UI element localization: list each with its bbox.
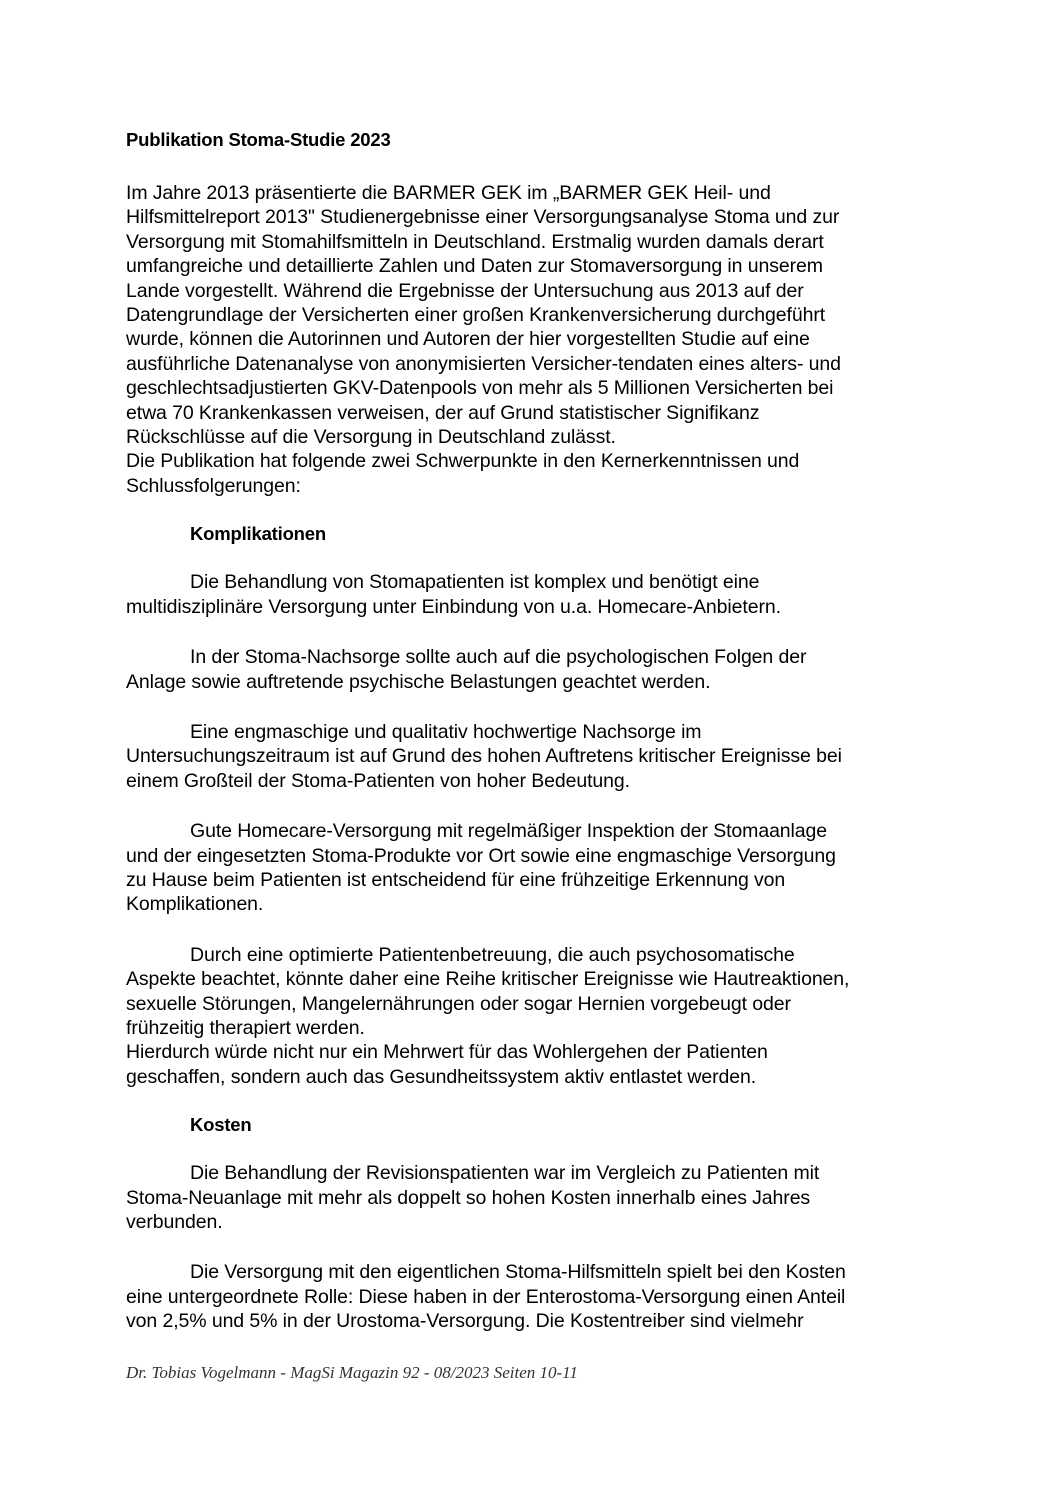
text-line: Gute Homecare-Versorgung mit regelmäßiger Inspektion der Stomaanlage [190,820,828,843]
text-line: multidisziplinäre Versorgung unter Einbindung von u.a. Homecare-Anbietern. [126,595,781,618]
section-heading-komplikationen: Komplikationen [190,523,326,545]
text-line: Stoma-Neuanlage mit mehr als doppelt so hohen Kosten innerhalb eines Jahres [126,1186,811,1209]
text-line: geschlechtsadjustierten GKV-Datenpools von mehr als 5 Millionen Versicherten bei [126,377,834,400]
text-line: Rückschlüsse auf die Versorgung in Deutschland zulässt. [126,426,616,449]
text-line: Datengrundlage der Versicherten einer großen Krankenversicherung durchgeführt [126,304,826,327]
text-line: frühzeitig therapiert werden. [126,1016,365,1039]
text-line: Durch eine optimierte Patientenbetreuung, die auch psychosomatische [190,943,795,966]
complications-paragraph-3 [126,720,926,793]
text-line: wurde, können die Autorinnen und Autoren der hier vorgestellten Studie auf eine [126,328,810,351]
text-line: eine untergeordnete Rolle: Diese haben in der Enterostoma-Versorgung einen Anteil [126,1285,846,1308]
complications-paragraph-1 [126,570,926,619]
text-line: und der eingesetzten Stoma-Produkte vor Ort sowie eine engmaschige Versorgung [126,844,836,867]
text-line: Versorgung mit Stomahilfsmitteln in Deutschland. Erstmalig wurden damals derart [126,230,824,253]
text-line: Anlage sowie auftretende psychische Belastungen geachtet werden. [126,670,711,693]
text-line: Untersuchungszeitraum ist auf Grund des hohen Auftretens kritischer Ereignisse bei [126,745,842,768]
complications-paragraph-4 [126,819,926,917]
intro-paragraph [126,181,926,498]
costs-paragraph-1 [126,1161,926,1234]
text-line: etwa 70 Krankenkassen verweisen, der auf Grund statistischer Signifikanz [126,401,760,424]
section-heading-kosten: Kosten [190,1114,252,1136]
text-line: Die Behandlung der Revisionspatienten war im Vergleich zu Patienten mit [190,1162,820,1185]
complications-paragraph-2 [126,645,926,694]
complications-paragraph-5 [126,943,926,1089]
page-footer: Dr. Tobias Vogelmann - MagSi Magazin 92 - 08/2023 Seiten 10-11 [126,1363,578,1382]
text-line: Die Publikation hat folgende zwei Schwerpunkte in den Kernerkenntnissen und [126,450,800,473]
document-body [126,128,926,1334]
text-line: zu Hause beim Patienten ist entscheidend für eine frühzeitige Erkennung von [126,868,786,891]
text-line: ausführliche Datenanalyse von anonymisierten Versicher-tendaten eines alters- und [126,352,841,375]
text-line: In der Stoma-Nachsorge sollte auch auf die psychologischen Folgen der [190,646,807,669]
text-line: Hilfsmittelreport 2013" Studienergebnisse einer Versorgungsanalyse Stoma und zur [126,206,840,229]
text-line: einem Großteil der Stoma-Patienten von hoher Bedeutung. [126,769,630,792]
text-line: Hierdurch würde nicht nur ein Mehrwert für das Wohlergehen der Patienten [126,1041,768,1064]
text-line: Eine engmaschige und qualitativ hochwertige Nachsorge im [190,720,702,743]
text-line: verbunden. [126,1211,223,1233]
costs-paragraph-2 [126,1260,926,1333]
text-line: Lande vorgestellt. Während die Ergebnisse der Untersuchung aus 2013 auf der [126,279,804,302]
text-line: Die Behandlung von Stomapatienten ist komplex und benötigt eine [190,571,760,594]
text-line: von 2,5% und 5% in der Urostoma-Versorgung. Die Kostentreiber sind vielmehr [126,1310,804,1333]
text-line: Im Jahre 2013 präsentierte die BARMER GEK im „BARMER GEK Heil- und [126,182,771,204]
text-line: Schlussfolgerungen: [126,474,301,497]
text-line: Aspekte beachtet, könnte daher eine Reihe kritischer Ereignisse wie Hautreaktionen, [126,968,850,991]
text-line: geschaffen, sondern auch das Gesundheitssystem aktiv entlastet werden. [126,1065,757,1088]
text-line: umfangreiche und detaillierte Zahlen und Daten zur Stomaversorgung in unserem [126,255,823,278]
text-line: Die Versorgung mit den eigentlichen Stoma-Hilfsmitteln spielt bei den Kosten [190,1261,846,1284]
page-title: Publikation Stoma-Studie 2023 [126,129,391,150]
text-line: sexuelle Störungen, Mangelernährungen oder sogar Hernien vorgebeugt oder [126,992,791,1015]
text-line: Komplikationen. [126,893,264,916]
